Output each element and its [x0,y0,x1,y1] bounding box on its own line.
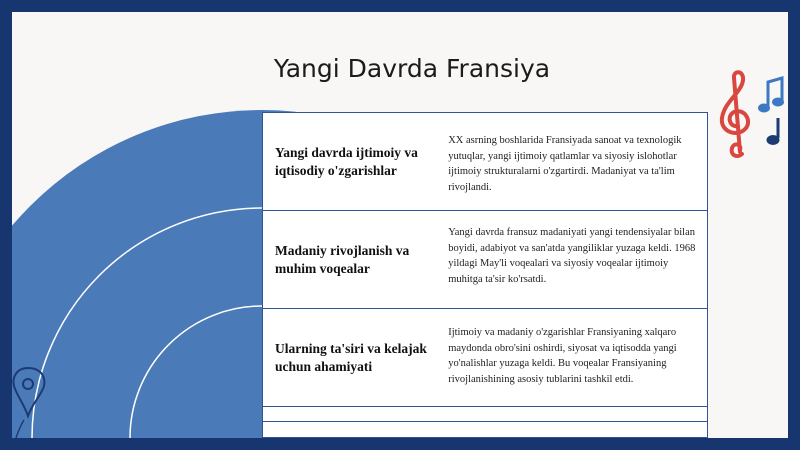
row-heading: Ularning ta'siri va kelajak uchun ahamiyati [275,340,427,374]
music-note-icon [767,118,780,145]
row-heading: Madaniy rivojlanish va muhim voqealar [275,242,410,276]
music-note-icon [758,78,784,113]
slide [12,12,788,438]
content-table [262,112,708,438]
row-text: Yangi davrda fransuz madaniyati yangi tendensiyalar bilan boyidi, adabiyot va san'atda yangiliklar yuzaga keldi. 1968 yildagi May'li voqealari va siyosiy voqealar ijtimoiy muhitga ta'sir ko'rsatdi. [448,227,696,285]
row-heading: Yangi davrda ijtimoiy va iqtisodiy o'zgarishlar [275,144,418,178]
table-row [262,210,708,309]
location-pin-icon [12,364,52,438]
slide-title: Yangi Davrda Fransiya [273,54,551,83]
table-row-empty [262,421,708,438]
row-text: XX asrning boshlarida Fransiyada sanoat va texnologik yutuqlar, yangi ijtimoiy qatlamlar va siyosiy islohotlar ijtimoiy strukturalarni o'zgartirdi. Madaniyat va ta'lim rivojlandi. [448,135,682,193]
row-text: Ijtimoiy va madaniy o'zgarishlar Fransiyaning xalqaro maydonda obro'sini oshirdi, siyosat va iqtisodda yangi yo'nalishlar yuzaga keldi. Bu voqealar Fransiyaning rivojlanishining asosiy tublarini tashkil etdi. [448,327,677,385]
music-notes-icon [712,68,788,160]
table-row-empty [262,406,708,422]
music-treble-clef-icon [722,72,748,156]
table-row [262,308,708,407]
table-row [262,112,708,211]
